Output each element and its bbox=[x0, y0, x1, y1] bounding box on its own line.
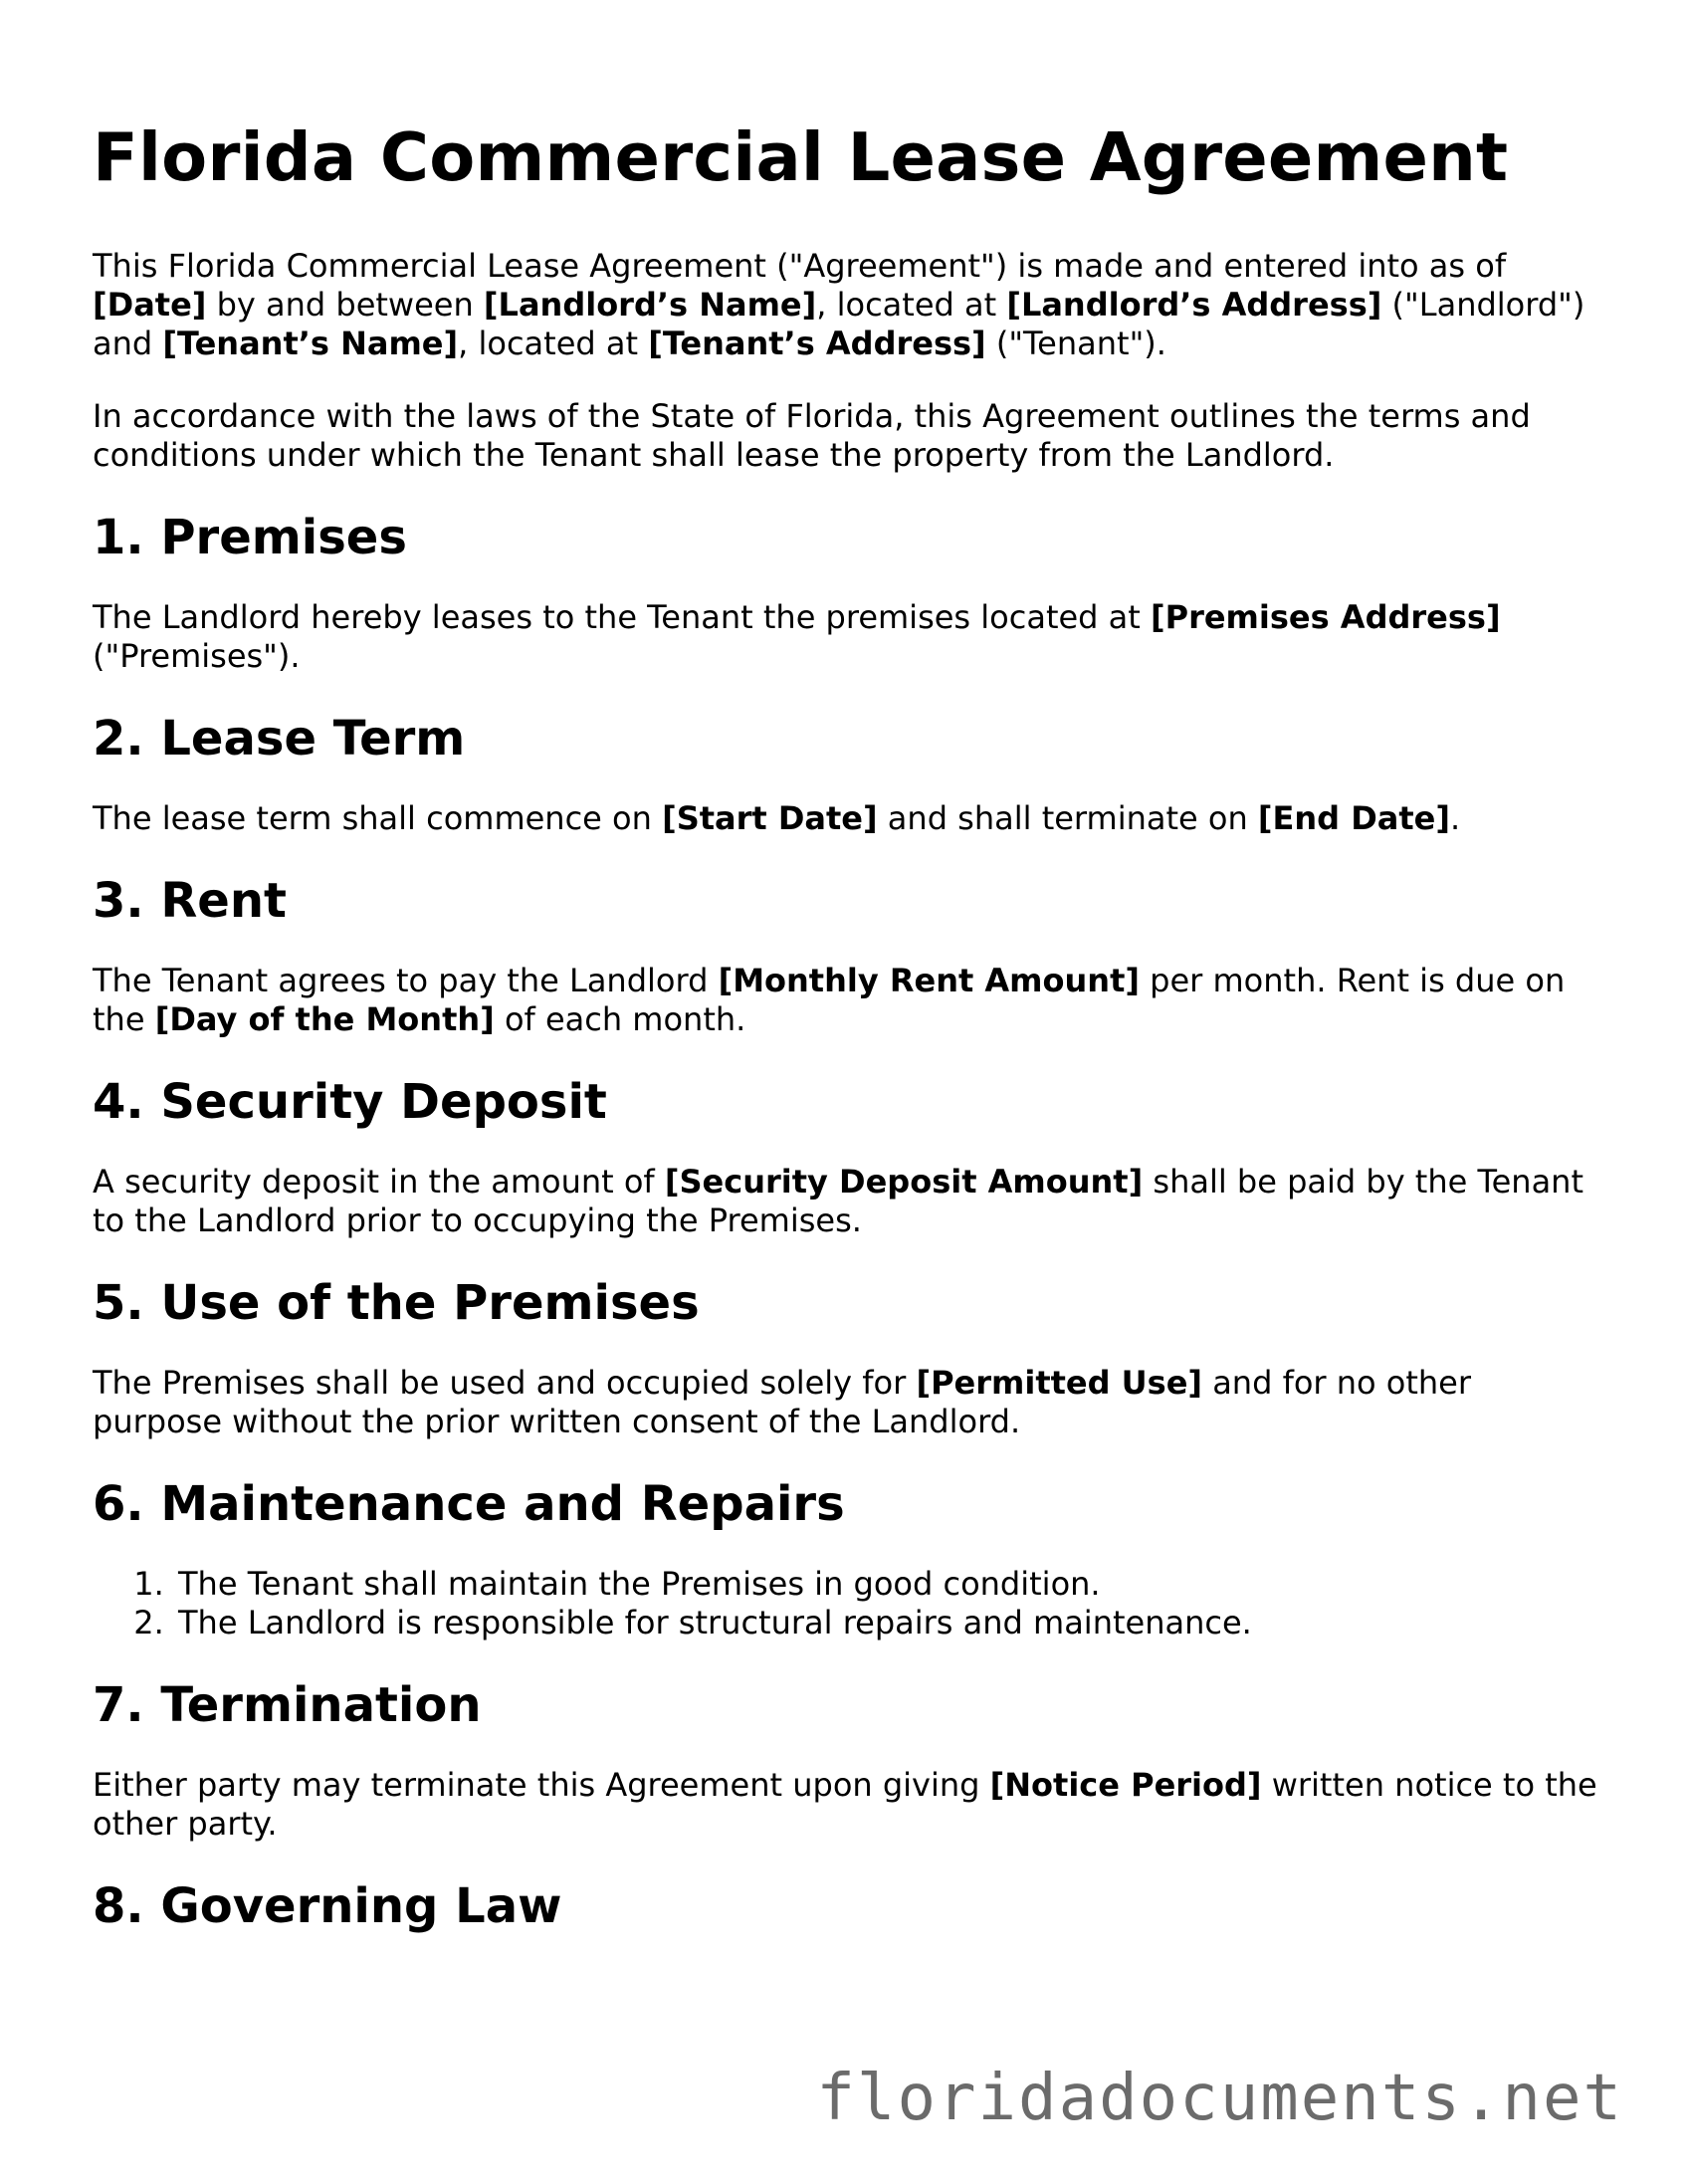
section-heading-maintenance: 6. Maintenance and Repairs bbox=[93, 1476, 845, 1532]
premises-paragraph bbox=[93, 598, 1605, 676]
tenant-name-placeholder: [Tenant’s Name] bbox=[162, 325, 459, 362]
permitted-use-placeholder: [Permitted Use] bbox=[916, 1364, 1203, 1402]
rent-text-2: per month. Rent is due on the bbox=[93, 962, 1566, 1038]
rent-amount-placeholder: [Monthly Rent Amount] bbox=[718, 962, 1140, 999]
deposit-amount-placeholder: [Security Deposit Amount] bbox=[664, 1163, 1144, 1201]
tenant-address-placeholder: [Tenant’s Address] bbox=[648, 325, 986, 362]
landlord-address-placeholder: [Landlord’s Address] bbox=[1006, 286, 1382, 324]
section-heading-security-deposit: 4. Security Deposit bbox=[93, 1074, 607, 1130]
notice-period-placeholder: [Notice Period] bbox=[989, 1766, 1262, 1804]
deposit-paragraph bbox=[93, 1163, 1605, 1240]
use-text-2: and for no other purpose without the prior written consent of the Landlord. bbox=[93, 1364, 1472, 1440]
watermark: floridadocuments.net bbox=[816, 2062, 1623, 2135]
maintenance-list bbox=[93, 1565, 1605, 1642]
intro-text-5: , located at bbox=[458, 325, 649, 362]
premises-text-1: The Landlord hereby leases to the Tenant the premises located at bbox=[93, 598, 1151, 636]
use-paragraph bbox=[93, 1364, 1605, 1441]
rent-text-3: of each month. bbox=[494, 1000, 746, 1038]
start-date-placeholder: [Start Date] bbox=[662, 799, 878, 837]
intro-paragraph bbox=[93, 247, 1605, 363]
use-text-1: The Premises shall be used and occupied solely for bbox=[93, 1364, 917, 1402]
document-title: Florida Commercial Lease Agreement bbox=[93, 118, 1509, 196]
section-heading-lease-term: 2. Lease Term bbox=[93, 711, 466, 766]
document-page bbox=[93, 117, 1605, 1967]
date-placeholder: [Date] bbox=[93, 286, 207, 324]
end-date-placeholder: [End Date] bbox=[1257, 799, 1450, 837]
intro-text-4: ("Landlord") and bbox=[93, 286, 1585, 362]
list-item: 1. The Tenant shall maintain the Premises in good condition. bbox=[174, 1565, 1605, 1604]
premises-address-placeholder: [Premises Address] bbox=[1150, 598, 1501, 636]
rent-paragraph bbox=[93, 962, 1605, 1039]
section-heading-premises: 1. Premises bbox=[93, 510, 407, 565]
intro-text-6: ("Tenant"). bbox=[985, 325, 1166, 362]
rent-day-placeholder: [Day of the Month] bbox=[154, 1000, 495, 1038]
termination-text-2: written notice to the other party. bbox=[93, 1766, 1597, 1843]
lease-term-paragraph bbox=[93, 799, 1605, 838]
termination-paragraph bbox=[93, 1766, 1605, 1844]
section-heading-use: 5. Use of the Premises bbox=[93, 1275, 700, 1331]
lease-term-text-3: . bbox=[1450, 799, 1461, 837]
section-heading-governing-law: 8. Governing Law bbox=[93, 1878, 562, 1934]
termination-text-1: Either party may terminate this Agreement upon giving bbox=[93, 1766, 990, 1804]
lease-term-text-2: and shall terminate on bbox=[877, 799, 1258, 837]
rent-text-1: The Tenant agrees to pay the Landlord bbox=[93, 962, 719, 999]
intro-paragraph-2: In accordance with the laws of the State of Florida, this Agreement outlines the terms and conditions under which the Tenant shall lease the property from the Landlord. bbox=[93, 397, 1531, 474]
landlord-name-placeholder: [Landlord’s Name] bbox=[483, 286, 817, 324]
section-heading-termination: 7. Termination bbox=[93, 1677, 482, 1733]
section-heading-rent: 3. Rent bbox=[93, 873, 287, 929]
lease-term-text-1: The lease term shall commence on bbox=[93, 799, 663, 837]
intro-text-2: by and between bbox=[206, 286, 484, 324]
list-item: 2. The Landlord is responsible for structural repairs and maintenance. bbox=[174, 1604, 1605, 1642]
premises-text-2: ("Premises"). bbox=[93, 637, 301, 675]
deposit-text-2: shall be paid by the Tenant to the Landlord prior to occupying the Premises. bbox=[93, 1163, 1583, 1239]
deposit-text-1: A security deposit in the amount of bbox=[93, 1163, 665, 1201]
intro-text-1: This Florida Commercial Lease Agreement ("Agreement") is made and entered into as of bbox=[93, 247, 1507, 285]
intro-text-3: , located at bbox=[816, 286, 1007, 324]
